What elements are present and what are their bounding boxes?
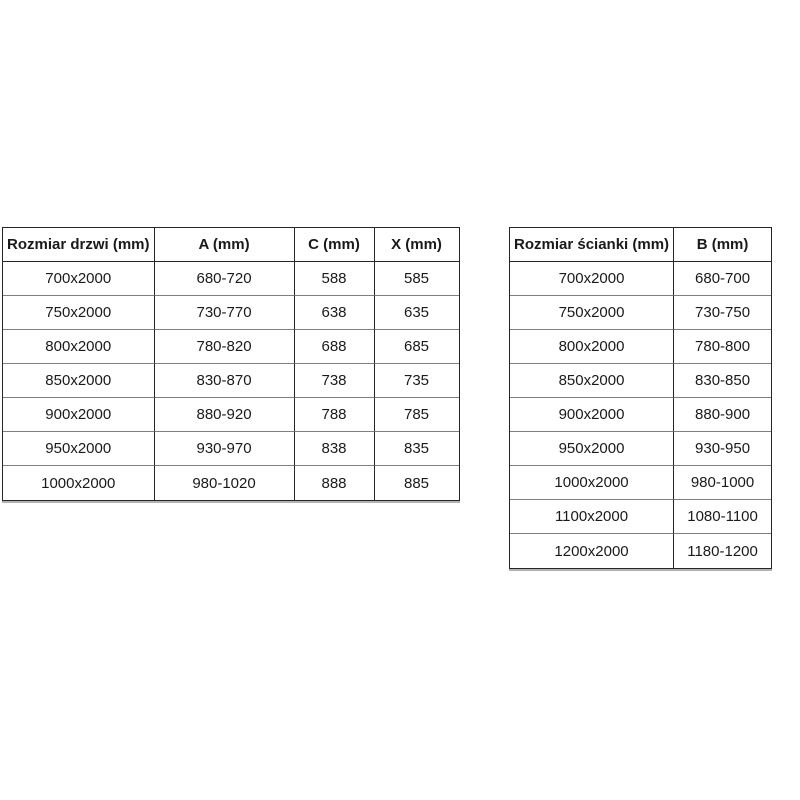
table-row — [510, 296, 771, 330]
table-cell: 1080-1100 — [674, 500, 771, 534]
table-row — [510, 398, 771, 432]
table-row — [3, 364, 459, 398]
wall-dimensions-table — [509, 227, 772, 569]
table-cell: 780-800 — [674, 330, 771, 364]
table-cell: 900x2000 — [510, 398, 674, 432]
door-dimensions-table — [2, 227, 460, 501]
table-cell: 950x2000 — [3, 432, 155, 466]
table-cell: 780-820 — [155, 330, 295, 364]
table-header-row — [3, 228, 459, 262]
table-row — [510, 262, 771, 296]
table-cell: 700x2000 — [510, 262, 674, 296]
table-cell: 930-970 — [155, 432, 295, 466]
table-cell: 800x2000 — [3, 330, 155, 364]
table-cell: 785 — [375, 398, 459, 432]
table-row — [510, 466, 771, 500]
table-cell: 680-720 — [155, 262, 295, 296]
table-cell: 700x2000 — [3, 262, 155, 296]
table-cell: 730-770 — [155, 296, 295, 330]
table-cell: 738 — [295, 364, 375, 398]
table-cell: 1000x2000 — [510, 466, 674, 500]
table-cell: 635 — [375, 296, 459, 330]
table-cell: 685 — [375, 330, 459, 364]
table-row — [3, 466, 459, 500]
table-cell: 680-700 — [674, 262, 771, 296]
wall-table-header — [510, 228, 771, 262]
table-row — [510, 500, 771, 534]
table-cell: 1180-1200 — [687, 542, 758, 560]
table-cell: 880-920 — [155, 398, 295, 432]
table-header-row — [510, 228, 771, 262]
table-cell: 980-1000 — [674, 466, 771, 500]
table-row — [510, 364, 771, 398]
table-cell: 850x2000 — [3, 364, 155, 398]
table-cell: 800x2000 — [510, 330, 674, 364]
table-cell: 730-750 — [674, 296, 771, 330]
table-row — [3, 398, 459, 432]
table-cell: 588 — [295, 262, 375, 296]
table-row — [3, 432, 459, 466]
door-table-header — [3, 228, 459, 262]
table-cell: 880-900 — [674, 398, 771, 432]
wall-table-body — [510, 262, 771, 568]
table-cell: 838 — [295, 432, 375, 466]
table-cell: 885 — [404, 474, 430, 492]
table-row — [510, 330, 771, 364]
table-cell: 830-850 — [674, 364, 771, 398]
table-header-cell: C (mm) — [295, 228, 375, 262]
table-cell: 900x2000 — [3, 398, 155, 432]
table-row — [3, 330, 459, 364]
table-cell: 750x2000 — [3, 296, 155, 330]
table-cell: 1100x2000 — [510, 500, 674, 534]
table-cell: 750x2000 — [510, 296, 674, 330]
table-cell: 950x2000 — [510, 432, 674, 466]
table-header-cell: Rozmiar ścianki (mm) — [510, 228, 674, 262]
table-cell: 585 — [375, 262, 459, 296]
table-cell: 735 — [375, 364, 459, 398]
table-cell: 638 — [295, 296, 375, 330]
table-cell: 1200x2000 — [510, 534, 674, 568]
table-header-cell: Rozmiar drzwi (mm) — [3, 228, 155, 262]
table-cell: 980-1020 — [155, 466, 295, 500]
table-row — [3, 296, 459, 330]
table-cell: 888 — [295, 466, 375, 500]
table-header-cell: X (mm) — [375, 228, 459, 262]
table-row — [510, 534, 771, 568]
table-cell: 835 — [375, 432, 459, 466]
table-cell: 830-870 — [155, 364, 295, 398]
table-cell: 850x2000 — [510, 364, 674, 398]
door-table-body — [3, 262, 459, 500]
table-header-cell: B (mm) — [674, 228, 771, 262]
table-row — [510, 432, 771, 466]
table-header-cell: A (mm) — [155, 228, 295, 262]
table-row — [3, 262, 459, 296]
table-cell: 788 — [295, 398, 375, 432]
table-cell: 688 — [295, 330, 375, 364]
table-cell: 1000x2000 — [3, 466, 155, 500]
table-cell: 930-950 — [674, 432, 771, 466]
